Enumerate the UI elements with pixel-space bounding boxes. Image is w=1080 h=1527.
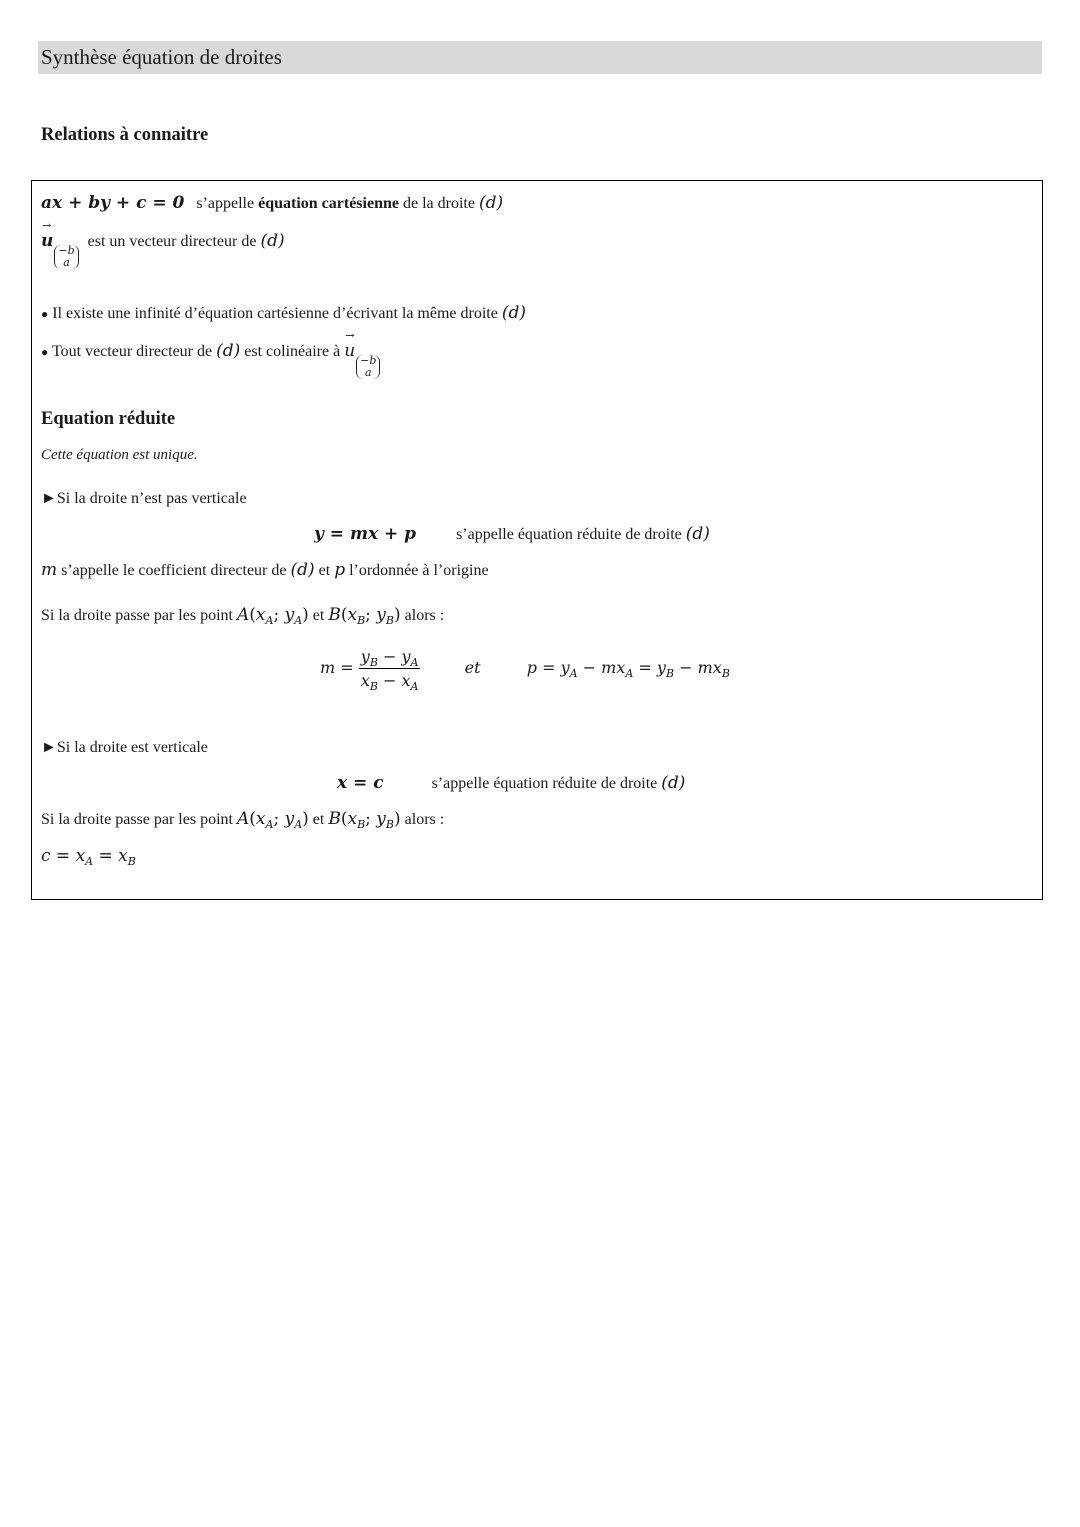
slope-fraction: $\frac{y_B - y_A}{x_B - x_A}$ <box>360 647 419 693</box>
reduced-heading: Equation réduite <box>41 409 176 429</box>
coef-text-3: l’ordonnée à l’origine <box>349 562 489 579</box>
bullet-item-2 <box>41 329 381 379</box>
bullet-icon: ● <box>41 307 49 321</box>
vector-u: → u <box>41 219 54 251</box>
line-d: (d) <box>290 560 315 580</box>
line-d: (d) <box>501 303 526 323</box>
coef-text: s’appelle le coefficient directeur de <box>61 562 287 579</box>
cartesian-equation: ax + by + c = 0 <box>41 193 185 213</box>
line-d: (d) <box>260 231 285 251</box>
slope-formula: m = $\frac{y_B - y_A}{x_B - x_A}$ et $p = y_A - mx_A = y_B - mx_B$ <box>320 647 730 693</box>
case-text: Si la droite est verticale <box>56 739 208 756</box>
vector-u: → u <box>344 329 356 361</box>
coefficient-line <box>41 560 489 580</box>
line-d: (d) <box>216 341 241 361</box>
line-d: (d) <box>478 193 504 213</box>
equation-label: s’appelle équation réduite de droite <box>456 526 682 543</box>
coef-text-2: et <box>318 562 331 579</box>
p-variable: p <box>334 560 346 580</box>
cartesian-text-after: de la droite <box>402 195 475 212</box>
reduced-equation-line <box>314 524 710 544</box>
points-text-3: alors : <box>404 607 445 624</box>
arrow-icon: ► <box>41 490 57 507</box>
page-title: Synthèse équation de droites <box>38 41 1042 74</box>
points-text: Si la droite passe par les point <box>41 811 233 828</box>
bullet-text: Il existe une infinité d’équation cartésienne d’écrivant la même droite <box>52 305 498 322</box>
point-b: $B(x_B$; $y_B$) <box>328 605 401 627</box>
bullet-text: Tout vecteur directeur de <box>51 343 213 360</box>
cartesian-line <box>41 193 503 213</box>
et-word: et <box>464 658 481 677</box>
points-text-3: alors : <box>404 811 445 828</box>
points-text-2: et <box>312 811 325 828</box>
vertical-equation: x = c <box>337 773 384 793</box>
points-text: Si la droite passe par les point <box>41 607 233 624</box>
reduced-note: Cette équation est unique. <box>41 447 198 463</box>
points-text-2: et <box>312 607 325 624</box>
formula-box <box>31 180 1043 900</box>
point-a: $A(x_A$; $y_A$) <box>236 809 309 831</box>
point-b: $B(x_B$; $y_B$) <box>328 809 401 831</box>
case-text: Si la droite n’est pas verticale <box>56 490 247 507</box>
point-a: $A(x_A$; $y_A$) <box>236 605 309 627</box>
vector-coords: −b a <box>54 245 78 269</box>
vector-coords: −b a <box>356 355 380 379</box>
section-heading: Relations à connaitre <box>41 125 209 145</box>
points-line <box>41 605 444 625</box>
line-d: (d) <box>685 524 710 544</box>
points-line-2 <box>41 809 444 829</box>
vector-line <box>41 219 285 269</box>
cartesian-text-bold: équation cartésienne <box>258 195 399 212</box>
case-non-vertical <box>41 490 247 508</box>
vector-text: est un vecteur directeur de <box>87 233 257 250</box>
bullet-text-after: est colinéaire à <box>244 343 341 360</box>
bullet-item-1 <box>41 303 526 323</box>
intercept-formula: $p = y_A - mx_A = y_B - mx_B$ <box>526 658 730 680</box>
case-vertical <box>41 739 208 757</box>
m-variable: m <box>41 560 58 580</box>
bullet-icon: ● <box>41 345 49 359</box>
vertical-equation-line <box>337 773 685 793</box>
arrow-icon: ► <box>41 739 57 756</box>
equation-label: s’appelle équation réduite de droite <box>431 775 658 792</box>
c-formula: $c = x_A = x_B$ <box>41 846 136 868</box>
line-d: (d) <box>661 773 686 793</box>
reduced-equation: y = mx + p <box>314 524 417 544</box>
cartesian-text-before: s’appelle <box>196 195 255 212</box>
